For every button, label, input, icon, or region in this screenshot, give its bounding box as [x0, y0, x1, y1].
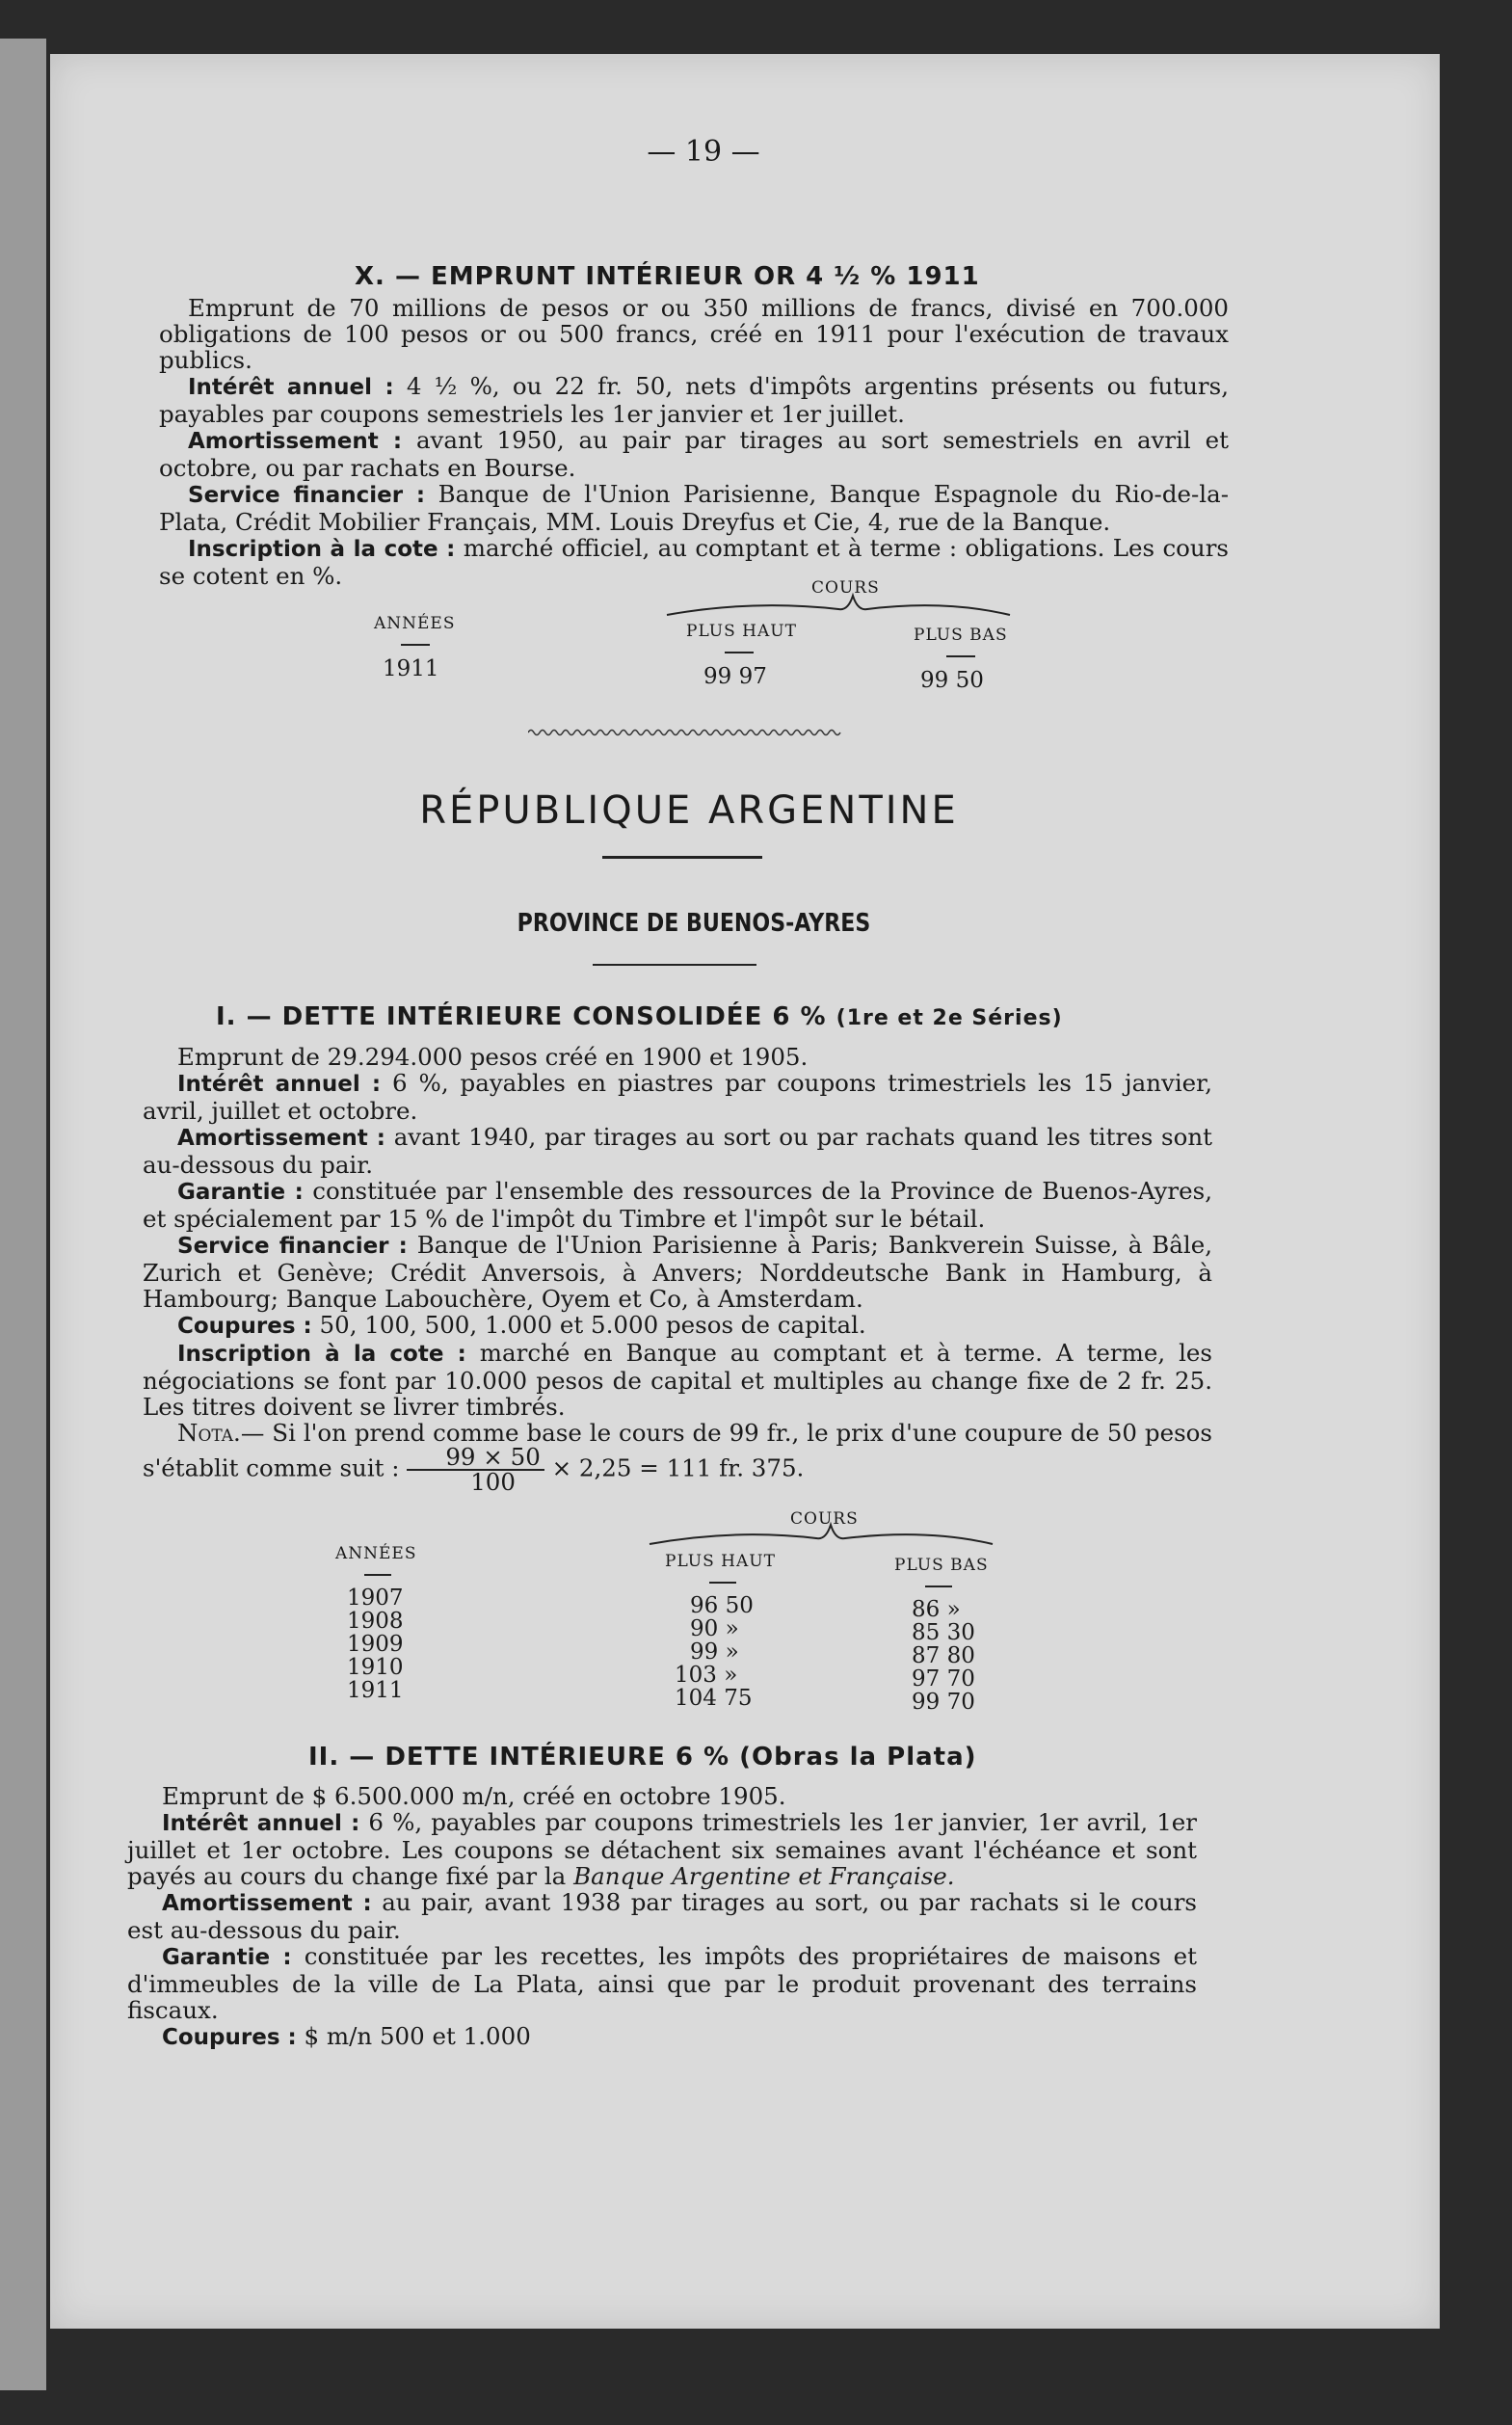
cours-header: COURS [811, 578, 880, 598]
amortissement-text: avant 1950, au pair par tirages au sort semestriels en avril et octobre, ou par rachats en Bourse. [159, 426, 1230, 482]
row-annee: 1911 [347, 1678, 404, 1703]
interet-text: 6 %, payables par coupons trimestriels les 1er janvier, 1er avril, 1er juillet et 1er octobre. Les coupons se détachent six semaines avant l'échéance et sont payés au cours du change fixé par la [127, 1808, 1197, 1890]
wavy-separator [528, 727, 846, 738]
header-dash [946, 655, 975, 657]
section-x-title: X. — EMPRUNT INTÉRIEUR OR 4 ½ % 1911 [355, 262, 980, 291]
garantie-text: constituée par les recettes, les impôts des propriétaires de maisons et d'immeubles de la ville de La Plata, ainsi que par le produit provenant des terrains fiscaux. [127, 1942, 1197, 2024]
cours-brace [648, 1521, 995, 1546]
inscription-label: Inscription à la cote : [177, 1342, 466, 1367]
section-i-body [143, 1044, 1212, 1494]
section-i-title-series: (1re et 2e Séries) [836, 1006, 1063, 1030]
amortissement-label: Amortissement : [162, 1891, 372, 1916]
section-i-title [216, 1002, 1063, 1031]
service-text: Banque de l'Union Parisienne à Paris; Bankverein Suisse, à Bâle, Zurich et Genève; Crédit Anversois, à Anvers; Norddeutsche Bank in Hamburg, à Hambourg; Banque Labouchère, Oyem et Co, à Amsterdam. [143, 1231, 1212, 1313]
republique-title: RÉPUBLIQUE ARGENTINE [419, 788, 959, 833]
header-dash [401, 644, 430, 646]
coupures-text: $ m/n 500 et 1.000 [304, 2022, 531, 2050]
section-i-garantie [143, 1178, 1212, 1232]
garantie-label: Garantie : [162, 1945, 292, 1970]
section-ii-interet [127, 1809, 1197, 1889]
row-annee: 1909 [347, 1632, 404, 1657]
row-annee: 1911 [383, 656, 439, 681]
nota-label: Nota.— [177, 1419, 265, 1447]
row-plus-bas: 87 80 [912, 1643, 975, 1668]
section-i-inscription [143, 1340, 1212, 1420]
section-ii-title-main: II. — DETTE INTÉRIEURE 6 % [308, 1743, 730, 1772]
inscription-text: marché officiel, au comptant et à terme : obligations. Les cours se cotent en %. [159, 534, 1229, 590]
row-plus-haut: 103 » [675, 1663, 738, 1688]
interet-label: Intérêt annuel : [162, 1811, 360, 1836]
interet-label: Intérêt annuel : [188, 375, 394, 400]
section-ii-coupures [127, 2023, 1197, 2051]
nota-fraction [407, 1443, 544, 1496]
inscription-text: marché en Banque au comptant et à terme. A terme, les négociations se font par 10.000 pesos de capital et multiples au change fixe de 2 fr. 25. Les titres doivent se livrer timbrés. [143, 1339, 1212, 1421]
section-ii-title [308, 1743, 977, 1772]
section-x-interet [159, 373, 1229, 427]
garantie-label: Garantie : [177, 1180, 304, 1205]
row-annee: 1908 [347, 1609, 404, 1634]
header-dash [709, 1582, 736, 1584]
section-i-title-main: I. — DETTE INTÉRIEURE CONSOLIDÉE 6 % [216, 1002, 827, 1031]
subtitle-rule [593, 964, 756, 966]
interet-label: Intérêt annuel : [177, 1072, 382, 1097]
interet-text: 4 ½ %, ou 22 fr. 50, nets d'impôts argentins présents ou futurs, payables par coupons semestriels les 1er janvier et 1er juillet. [159, 372, 1229, 428]
row-plus-bas: 85 30 [912, 1620, 975, 1645]
coupures-text: 50, 100, 500, 1.000 et 5.000 pesos de capital. [319, 1311, 866, 1339]
row-annee: 1907 [347, 1586, 404, 1611]
section-i-nota [143, 1420, 1212, 1494]
section-i-service [143, 1232, 1212, 1312]
amortissement-text: avant 1940, par tirages au sort ou par rachats quand les titres sont au-dessous du pair. [143, 1123, 1213, 1179]
cours-header: COURS [790, 1509, 859, 1529]
amortissement-label: Amortissement : [177, 1126, 385, 1151]
row-plus-haut: 90 » [690, 1616, 739, 1641]
section-x-emprunt: Emprunt de 70 millions de pesos or ou 350 millions de francs, divisé en 700.000 obligations de 100 pesos or ou 500 francs, créé en 1911 pour l'exécution de travaux publics. [159, 294, 1229, 374]
header-dash [725, 652, 754, 653]
province-title: PROVINCE DE BUENOS-AYRES [517, 909, 871, 938]
row-plus-haut: 99 97 [703, 664, 767, 689]
amortissement-label: Amortissement : [188, 429, 403, 454]
section-i-amortissement [143, 1124, 1212, 1178]
section-i-coupures [143, 1312, 1212, 1340]
fraction-numerator: 99 × 50 [407, 1446, 544, 1471]
header-dash [925, 1586, 952, 1587]
service-label: Service financier : [188, 483, 426, 508]
fraction-denominator: 100 [470, 1468, 516, 1496]
section-ii-body [127, 1783, 1197, 2051]
nota-text: Si l'on prend comme base le cours de 99 fr., le prix d'une coupure de 50 pesos s'établit comme suit : [143, 1419, 1212, 1482]
row-plus-bas: 99 50 [920, 668, 984, 693]
coupures-label: Coupures : [162, 2025, 297, 2050]
row-plus-haut: 96 50 [690, 1593, 754, 1618]
col-plus-haut: PLUS HAUT [665, 1552, 776, 1571]
section-ii-amortissement [127, 1889, 1197, 1943]
row-annee: 1910 [347, 1655, 404, 1680]
section-x-amortissement [159, 427, 1229, 481]
row-plus-bas: 86 » [912, 1597, 961, 1622]
col-plus-bas: PLUS BAS [914, 626, 1008, 645]
row-plus-bas: 99 70 [912, 1690, 975, 1715]
interet-bank: Banque Argentine et Française. [573, 1862, 955, 1890]
col-annees: ANNÉES [374, 614, 456, 633]
interet-text: 6 %, payables en piastres par coupons trimestriels les 15 janvier, avril, juillet et octobre. [143, 1069, 1212, 1125]
row-plus-bas: 97 70 [912, 1666, 975, 1692]
service-text: Banque de l'Union Parisienne, Banque Espagnole du Rio-de-la-Plata, Crédit Mobilier Français, MM. Louis Dreyfus et Cie, 4, rue de la Banque. [159, 480, 1229, 536]
fraction-result: × 2,25 = 111 fr. 375. [551, 1453, 805, 1482]
amortissement-text: au pair, avant 1938 par tirages au sort, ou par rachats si le cours est au-dessous du pair. [127, 1888, 1197, 1944]
page-number: — 19 — [647, 135, 760, 169]
section-i-emprunt: Emprunt de 29.294.000 pesos créé en 1900 et 1905. [177, 1043, 809, 1071]
garantie-text: constituée par l'ensemble des ressources de la Province de Buenos-Ayres, et spécialement par 15 % de l'impôt du Timbre et l'impôt sur le bétail. [143, 1177, 1213, 1233]
cours-brace [665, 592, 1012, 617]
section-x-body [159, 295, 1229, 589]
coupures-label: Coupures : [177, 1314, 312, 1339]
inscription-label: Inscription à la cote : [188, 537, 456, 562]
header-dash [364, 1574, 391, 1576]
title-rule [602, 856, 762, 859]
section-x-service [159, 481, 1229, 535]
section-ii-garantie [127, 1943, 1197, 2023]
service-label: Service financier : [177, 1234, 408, 1259]
col-plus-haut: PLUS HAUT [686, 622, 797, 641]
col-annees: ANNÉES [335, 1544, 417, 1563]
col-plus-bas: PLUS BAS [894, 1556, 989, 1575]
section-ii-title-sub: (Obras la Plata) [739, 1743, 977, 1772]
row-plus-haut: 104 75 [675, 1686, 753, 1711]
section-i-interet [143, 1070, 1212, 1124]
section-x-inscription [159, 535, 1229, 589]
facing-page-edge [0, 39, 46, 2390]
section-ii-emprunt: Emprunt de $ 6.500.000 m/n, créé en octobre 1905. [162, 1782, 786, 1810]
row-plus-haut: 99 » [690, 1639, 739, 1665]
